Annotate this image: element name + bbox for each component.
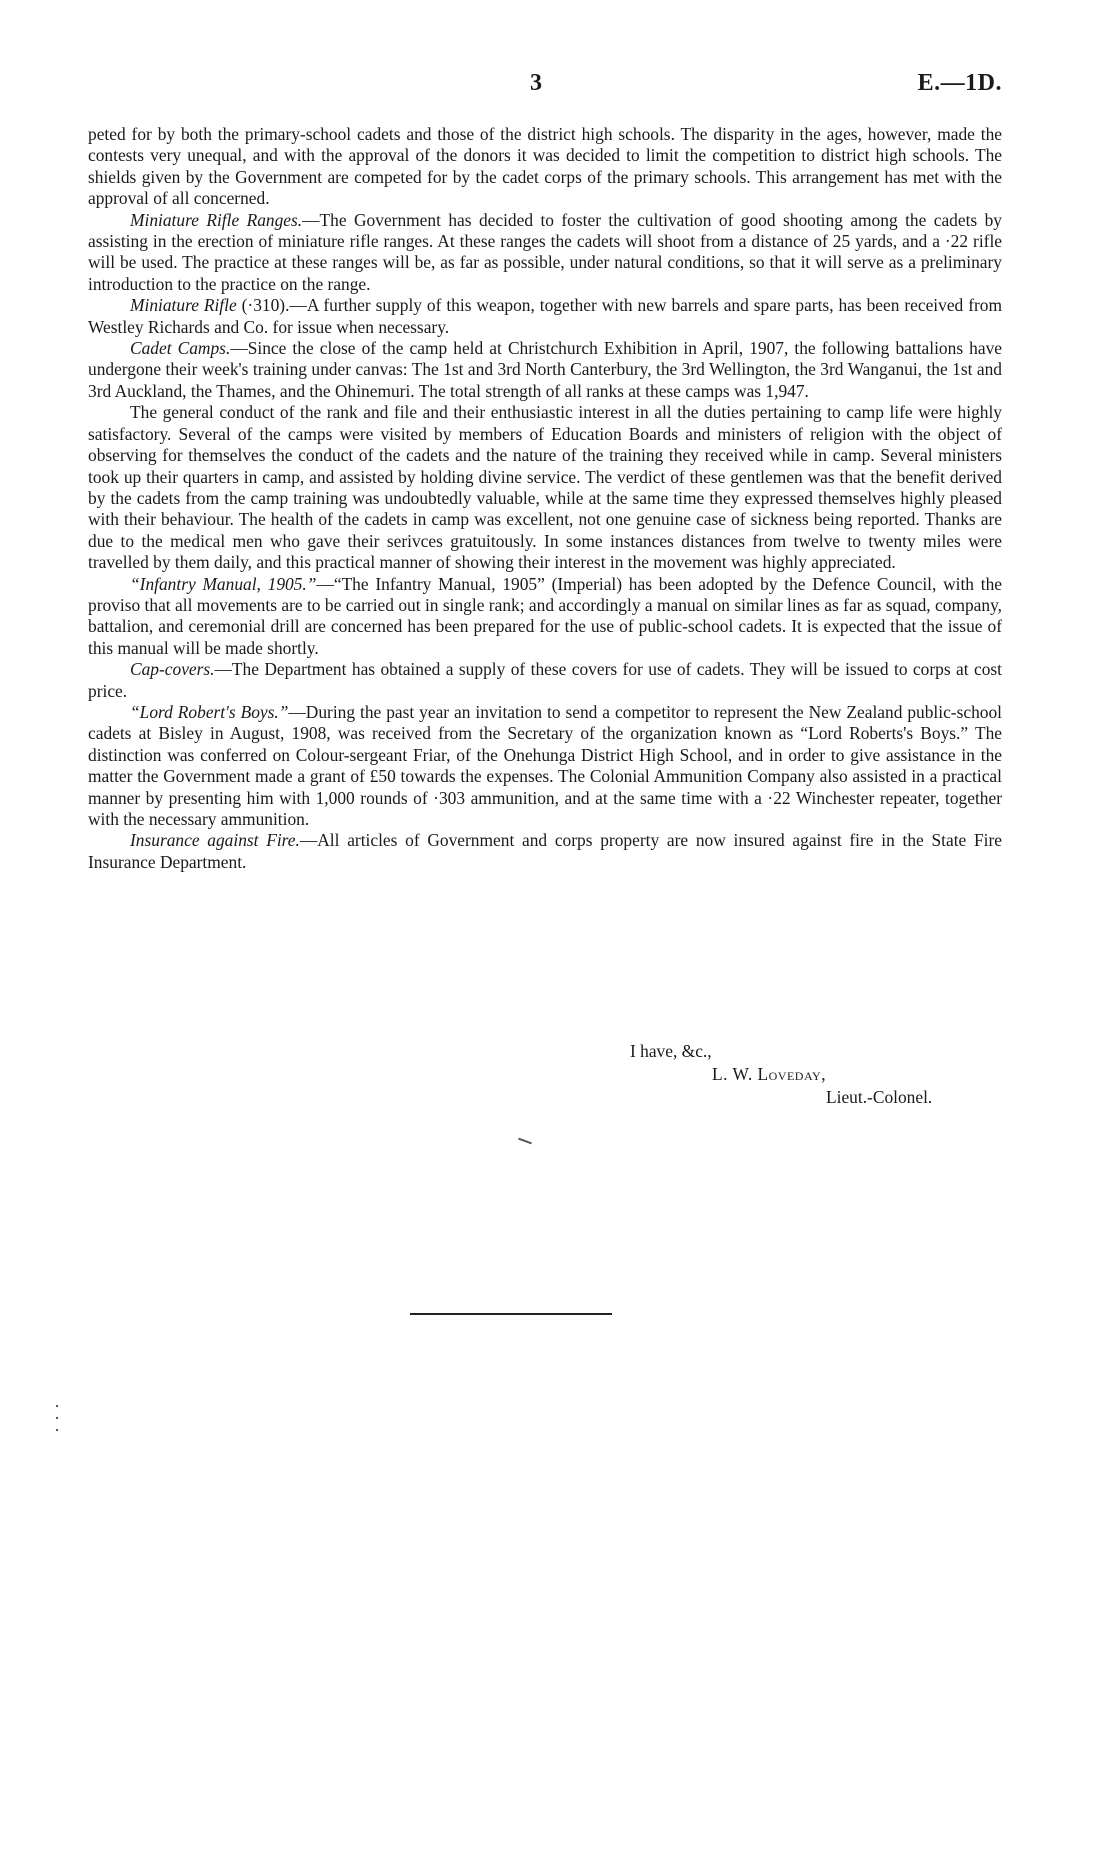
paragraph-text: —The Government has decided to foster the cultivation of good shooting among the cadets by assisting in the erection of miniature rifle ranges. At these ranges the cadets will shoot from a distance of 25 yards, and a ·22 rifle will be used. The practice at these ranges will be, as far as possible, under natural conditions, so that it will serve as a preliminary introduction to the practice on the range. xyxy=(88,209,1002,294)
document-reference: E.—1D. xyxy=(917,70,1002,96)
scan-speck xyxy=(56,1417,58,1419)
paragraph-text: —During the past year an invitation to send a competitor to represent the New Zealand public-school cadets at Bisley in August, 1908, was received from the Secretary of the organization known as “Lord Roberts's Boys.” The distinction was conferred on Colour-sergeant Friar, of the Onehunga District High School, and in order to give assistance in the matter the Government made a grant of £50 towards the expenses. The Colonial Ammunition Company also assisted in a practical manner by presenting him with 1,000 rounds of ·303 ammunition, and at the same time with a ·22 Winchester repeater, together with the necessary ammunition. xyxy=(88,701,1003,829)
paragraph-insurance-against-fire xyxy=(88,830,1002,873)
paragraph-cap-covers xyxy=(88,659,1002,702)
paragraph-text: —“The Infantry Manual, 1905” (Imperial) has been adopted by the Defence Council, with the proviso that all movements are to be carried out in single rank; and accordingly a manual on similar lines as far as squad, company, battalion, and ceremonial drill are concerned has been prepared for the use of public-school cadets. It is expected that the issue of this manual will be made shortly. xyxy=(88,573,1002,658)
paragraph-lord-roberts-boys xyxy=(88,702,1002,830)
closing-rule xyxy=(410,1313,612,1315)
paragraph-miniature-rifle xyxy=(88,295,1002,338)
paragraph-heading: Cap-covers. xyxy=(130,659,215,680)
paragraph-cadet-camps xyxy=(88,338,1002,402)
paragraph-camp-conduct xyxy=(88,402,1002,573)
paragraph-shield-competition xyxy=(88,124,1002,210)
paragraph-text: (·310).—A further supply of this weapon, together with new barrels and spare parts, has been received from Westley Richards and Co. for issue when necessary. xyxy=(88,295,1002,337)
paragraph-text: peted for by both the primary-school cadets and those of the district high schools. The disparity in the ages, however, made the contests very unequal, and with the approval of the donors it was decided to limit the competition to district high schools. The shields given by the Government are competed for by the cadet corps of the primary schools. This arrangement has met with the approval of all concerned. xyxy=(88,124,1002,209)
scan-speck xyxy=(518,1138,532,1145)
paragraph-text: —Since the close of the camp held at Christchurch Exhibition in April, 1907, the following battalions have undergone their week's training under canvas: The 1st and 3rd North Canterbury, the 3rd Wellington, the 3rd Wanganui, the 1st and 3rd Auckland, the Thames, and the Ohinemuri. The total strength of all ranks at these camps was 1,947. xyxy=(88,338,1003,401)
paragraph-heading: Insurance against Fire. xyxy=(130,830,300,851)
page-header xyxy=(88,70,1002,100)
paragraph-text: —All articles of Government and corps property are now insured against fire in the State Fire Insurance Department. xyxy=(88,830,1002,872)
page-number: 3 xyxy=(530,70,542,96)
scan-speck xyxy=(56,1429,58,1431)
signature-title: Lieut.-Colonel. xyxy=(826,1087,933,1107)
paragraph-text: —The Department has obtained a supply of these covers for use of cadets. They will be issued to corps at cost price. xyxy=(88,659,1002,701)
paragraph-heading: Cadet Camps. xyxy=(130,338,231,359)
signature-salutation: I have, &c., xyxy=(630,1041,712,1061)
scan-speck xyxy=(56,1405,58,1407)
paragraph-infantry-manual xyxy=(88,574,1002,660)
paragraph-heading: “Infantry Manual, 1905.” xyxy=(130,573,317,594)
paragraph-heading: “Lord Robert's Boys.” xyxy=(130,701,289,722)
paragraph-heading: Miniature Rifle Ranges. xyxy=(130,209,303,230)
paragraph-text: The general conduct of the rank and file and their enthusiastic interest in all the duties pertaining to camp life were highly satisfactory. Several of the camps were visited by members of Education Boards and ministers of religion with the object of observing for themselves the conduct of the cadets and the nature of the training they received while in camp. Several ministers took up their quarters in camp, and assisted by holding divine service. The verdict of these gentlemen was that the benefit derived by the cadets from the camp training was undoubtedly valuable, while at the same time they expressed themselves highly pleased with their behaviour. The health of the cadets in camp was excellent, not one genuine case of sickness being reported. Thanks are due to the medical men who gave their serivces gratuitously. In some instances distances from twelve to twenty miles were travelled by them daily, and this practical manner of showing their interest in the movement was highly appreciated. xyxy=(88,402,1002,573)
signature-block xyxy=(88,1040,1002,1109)
signature-name: L. W. Loveday, xyxy=(712,1064,827,1084)
paragraph-heading: Miniature Rifle xyxy=(130,295,237,316)
body-text xyxy=(88,124,1002,873)
paragraph-miniature-rifle-ranges xyxy=(88,210,1002,296)
